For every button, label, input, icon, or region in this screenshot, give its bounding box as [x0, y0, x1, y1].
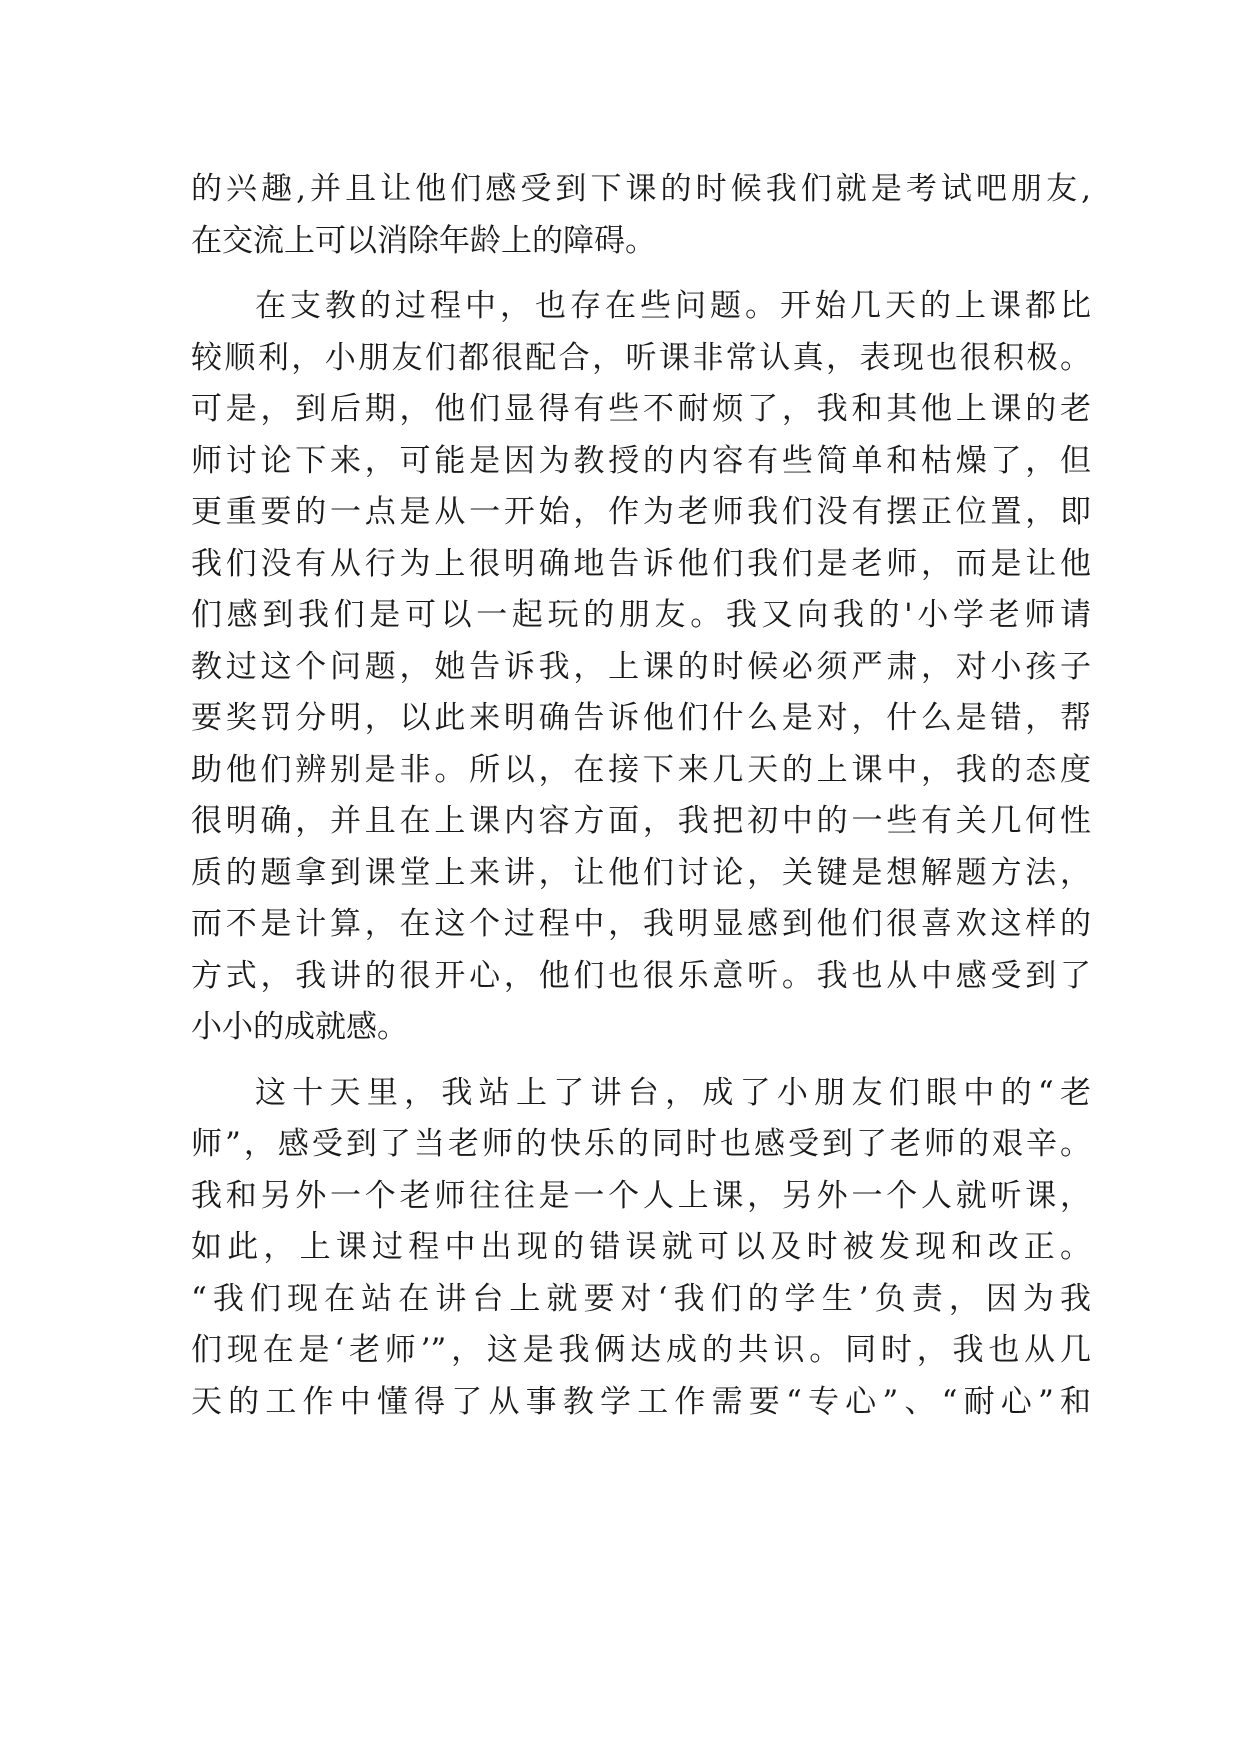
text-line: 很明确，并且在上课内容方面，我把初中的一些有关几何性 [191, 803, 1091, 839]
text-line: 师讨论下来，可能是因为教授的内容有些简单和枯燥了，但 [191, 442, 1091, 479]
text-line: 如此，上课过程中出现的错误就可以及时被发现和改正。 [191, 1229, 1091, 1265]
text-line: 天的工作中懂得了从事教学工作需要“专心”、“耐心”和 [191, 1383, 1091, 1420]
text-line: 方式，我讲的很开心，他们也很乐意听。我也从中感受到了 [191, 957, 1091, 994]
text-line: 较顺利，小朋友们都很配合，听课非常认真，表现也很积极。 [191, 339, 1091, 376]
text-line: 们感到我们是可以一起玩的朋友。我又向我的'小学老师请 [191, 597, 1091, 633]
paragraph-gap [191, 1054, 1091, 1068]
text-line: 质的题拿到课堂上来讲，让他们讨论，关键是想解题方法， [191, 854, 1091, 891]
paragraph-gap [191, 267, 1091, 281]
text-line: 我们没有从行为上很明确地告诉他们我们是老师，而是让他 [191, 545, 1091, 582]
text-line: 在支教的过程中，也存在些问题。开始几天的上课都比 [255, 288, 1091, 324]
text-line: 助他们辨别是非。所以，在接下来几天的上课中，我的态度 [191, 751, 1091, 788]
text-line: 们现在是‘老师’”，这是我俩达成的共识。同时，我也从几 [191, 1332, 1091, 1368]
text-line: “我们现在站在讲台上就要对‘我们的学生’负责，因为我 [191, 1280, 1091, 1317]
text-line: 要奖罚分明，以此来明确告诉他们什么是对，什么是错，帮 [191, 700, 1091, 736]
text-line: 小小的成就感。 [191, 1009, 408, 1045]
text-line: 而不是计算，在这个过程中，我明显感到他们很喜欢这样的 [191, 906, 1091, 942]
text-line: 更重要的一点是从一开始，作为老师我们没有摆正位置，即 [191, 494, 1091, 530]
text-line: 师”，感受到了当老师的快乐的同时也感受到了老师的艰辛。 [191, 1126, 1091, 1162]
paragraph-2 [191, 281, 1091, 1054]
paragraph-3 [191, 1068, 1091, 1429]
body-text [191, 164, 1091, 1428]
paragraph-1 [191, 164, 1091, 267]
text-line: 的兴趣,并且让他们感受到下课的时候我们就是考试吧朋友, [191, 171, 1091, 207]
text-line: 在交流上可以消除年龄上的障碍。 [191, 222, 656, 259]
text-line: 教过这个问题，她告诉我，上课的时候必须严肃，对小孩子 [191, 648, 1091, 685]
text-line: 我和另外一个老师往往是一个人上课，另外一个人就听课， [191, 1177, 1091, 1214]
text-line: 可是，到后期，他们显得有些不耐烦了，我和其他上课的老 [191, 391, 1091, 427]
text-line: 这十天里，我站上了讲台，成了小朋友们眼中的“老 [255, 1074, 1091, 1111]
